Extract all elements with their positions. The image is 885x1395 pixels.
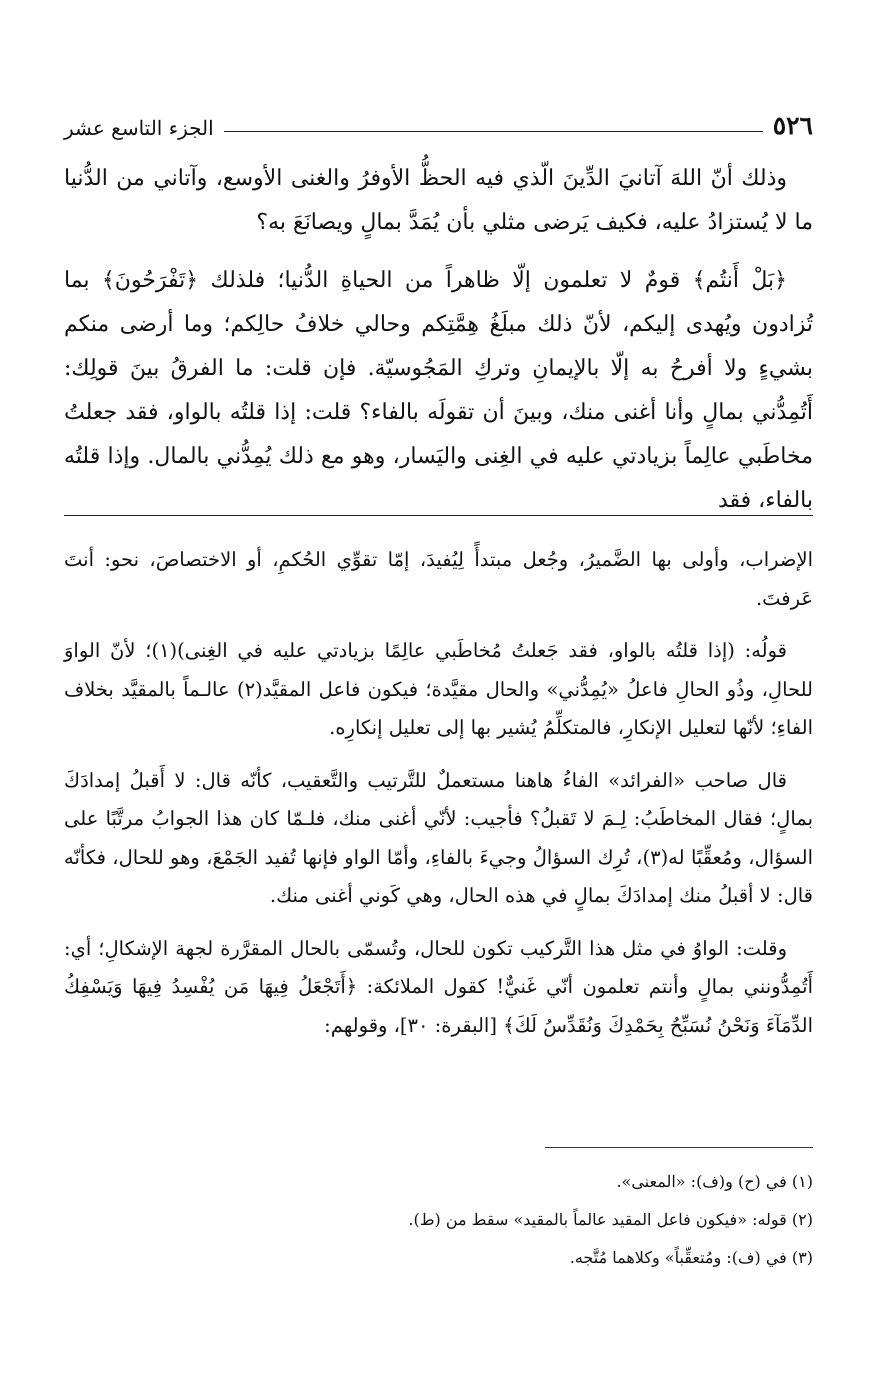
commentary-paragraph: الإضراب، وأولى بها الضَّميرُ، وجُعل مبتدأً لِيُفيدَ، إمّا تقوِّي الحُكمِ، أو الاختصاصَ، نحو: أنتَ عَرفتَ. bbox=[64, 548, 813, 610]
commentary-paragraph: وقلت: الواوُ في مثل هذا التَّركيب تكون للحال، وتُسمّى بالحال المقرَّرة لجهة الإشكالِ؛ أي: أَتُمِدُّونني بمالٍ وأنتم تعلمون أنّي غَنيٌّ! كقول الملائكة: ﴿أَتَجْعَلُ فِيهَا مَن يُفْسِدُ فِيهَا وَيَسْفِكُ الدِّمَآءَ وَنَحْنُ نُسَبِّحُ بِحَمْدِكَ وَنُقَدِّسُ لَكَ﴾ [البقرة: ٣٠]، وقولهم: bbox=[64, 936, 813, 1037]
commentary-paragraph: قال صاحب «الفرائد» الفاءُ هاهنا مستعملٌ للتَّرتيب والتَّعقيب، كأنّه قال: لا أَقبلُ إمدادَكَ بمالٍ؛ فقال المخاطَبُ: لِـمَ لا تَقبلُ؟ فأجيب: لأنّي أغنى منك، فلـمّا كان هذا الجوابُ مرتَّبًا على السؤال، ومُعقِّبًا له(٣)، تُرِك السؤالُ وجيءَ بالفاءِ، وأمّا الواو فإنها تُفيد الجَمْعَ، وهو للحال، فكأنّه قال: لا أقبلُ منك إمدادَكَ بمالٍ في هذه الحال، وهي كَوني أغنى منك. bbox=[64, 768, 813, 907]
footnote: (٢) قوله: «فيكون فاعل المقيد عالماً بالمقيد» سقط من (ط). bbox=[408, 1210, 813, 1229]
section-divider bbox=[64, 515, 813, 516]
main-text bbox=[64, 157, 813, 523]
main-paragraph: ﴿بَلْ أَنتُم﴾ قومٌ لا تعلمون إلّا ظاهراً من الحياةِ الدُّنيا؛ فلذلك ﴿تَفْرَحُونَ﴾ بما تُزادون ويُهدى إليكم، لأنّ ذلك مبلَغُ هِمَّتِكم وحالي خلافُ حالِكم؛ وما أرضى منكم بشيءٍ ولا أفرحُ به إلّا بالإيمانِ وتركِ المَجُوسيّة. فإن قلت: ما الفرقُ بينَ قولِك: أَتُمِدُّني بمالٍ وأنا أغنى منك، وبينَ أن تقولَه بالفاء؟ قلت: إذا قلتُه بالواو، فقد جعلتُ مخاطَبي عالِماً بزيادتي عليه في الغِنى واليَسار، وهو مع ذلك يُمِدُّني بالمال. وإذا قلتُه بالفاء، فقد bbox=[64, 268, 813, 513]
commentary-text bbox=[64, 541, 813, 1045]
footnote: (١) في (ح) و(ف): «المعنى». bbox=[616, 1172, 813, 1191]
footnote-rule bbox=[545, 1147, 813, 1148]
running-header bbox=[64, 106, 813, 140]
page-number: ٥٢٦ bbox=[772, 111, 813, 140]
footnote: (٣) في (ف): ومُتعقِّباً» وكلاهما مُتَّجه. bbox=[569, 1248, 813, 1267]
commentary-paragraph: قولُه: (إذا قلتُه بالواو، فقد جَعلتُ مُخاطَبي عالِمًا بزيادتي عليه في الغِنى)(١)؛ لأنّ الواوَ للحالِ، وذُو الحالِ فاعلُ «يُمِدُّني» والحال مقيَّدة؛ فيكون فاعل المقيَّد(٢) عالـماً بالمقيَّد بخلاف الفاءِ؛ لأنّها لتعليل الإنكارِ، فالمتكلِّمُ يُشير بها إلى تعليل إنكارِه. bbox=[64, 639, 813, 739]
header-rule bbox=[224, 131, 763, 132]
running-title: الجزء التاسع عشر bbox=[64, 116, 214, 140]
main-paragraph: وذلك أنّ اللهَ آتانيَ الدِّينَ الّذي فيه الحظُّ الأوفرُ والغنى الأوسع، وآتاني من الدُّنيا ما لا يُستزادُ عليه، فكيف يَرضى مثلي بأن يُمَدَّ بمالٍ ويصانَعَ به؟ bbox=[64, 166, 813, 235]
footnotes bbox=[64, 1167, 813, 1281]
